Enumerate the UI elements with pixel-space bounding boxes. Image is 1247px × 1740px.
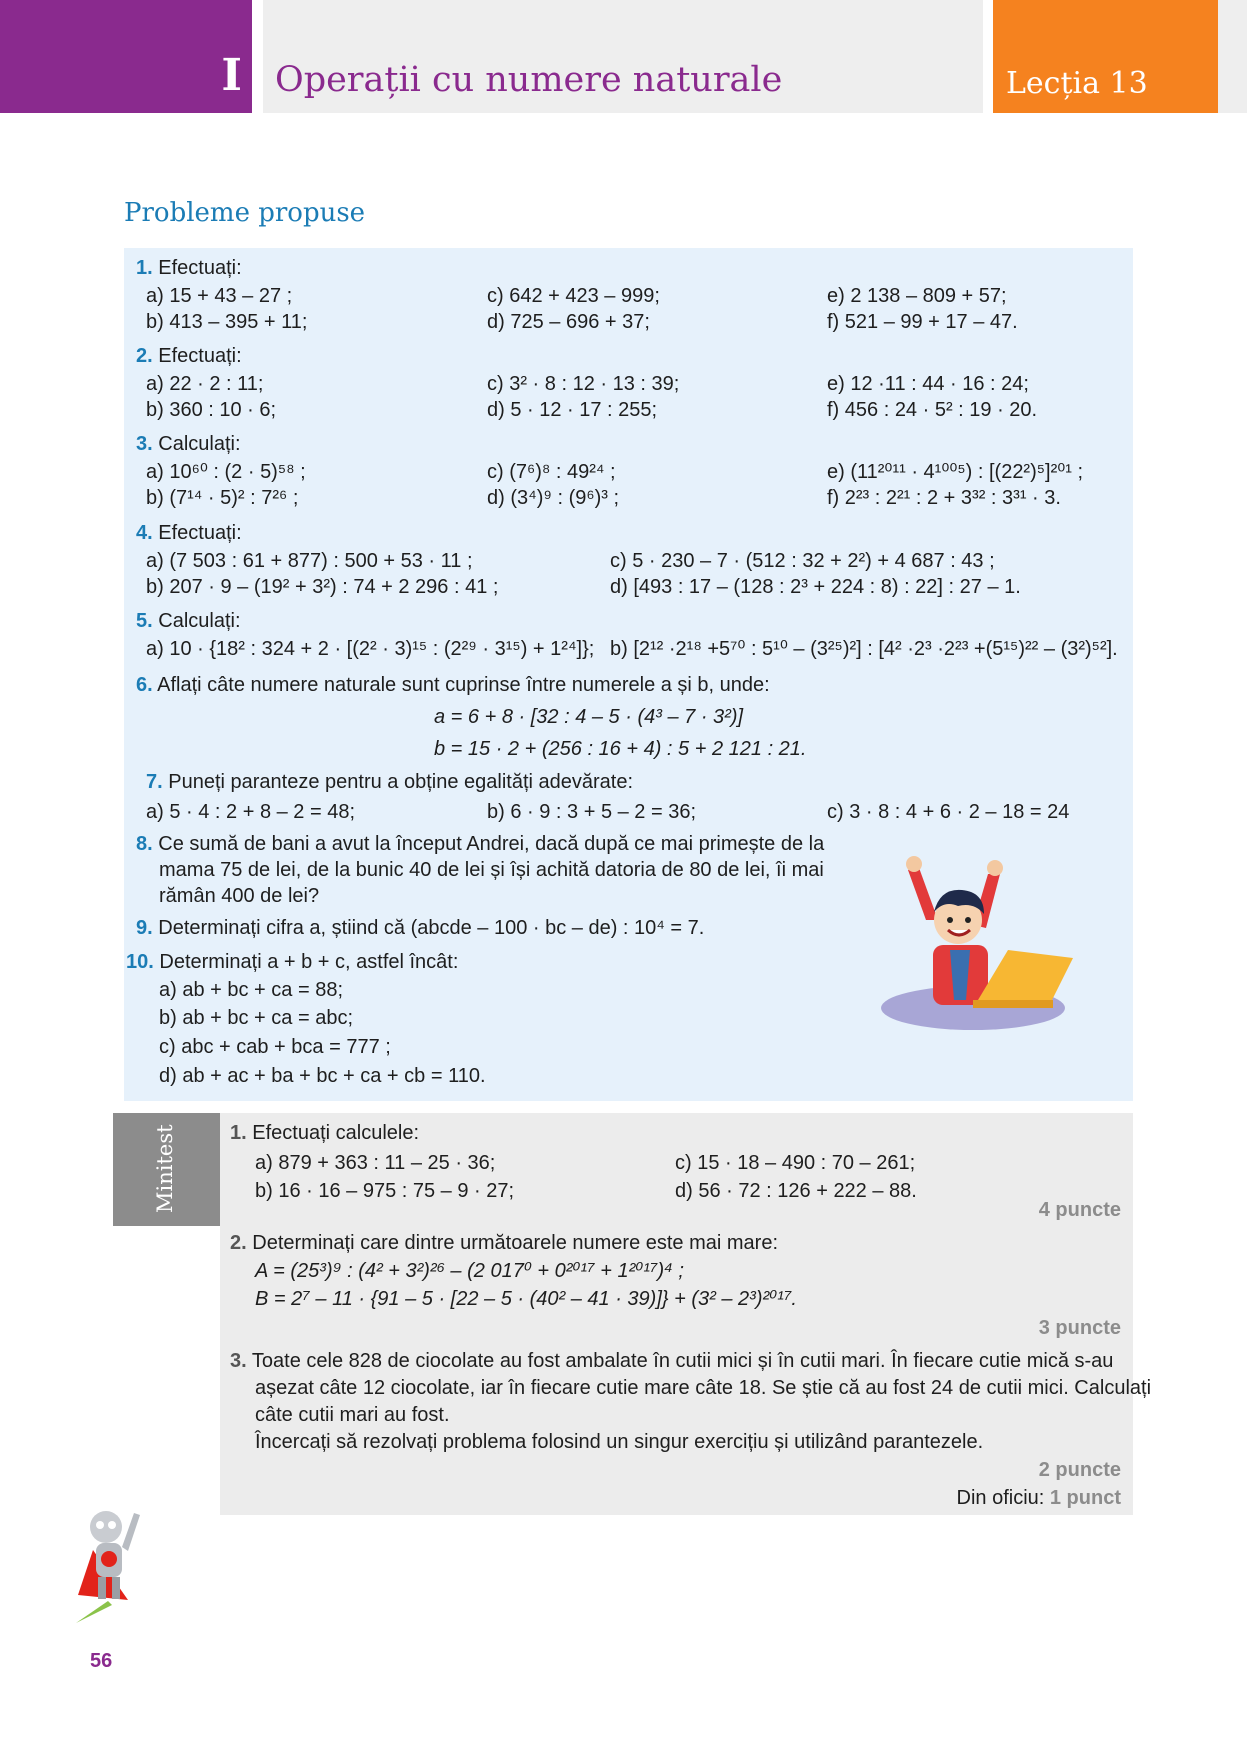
problem-number: 2.: [136, 345, 153, 367]
problem-prompt: Efectuați:: [158, 345, 242, 367]
problem-10-header: [126, 950, 458, 974]
question-item: a) 879 + 363 : 11 – 25 · 36;: [255, 1152, 496, 1174]
page-number: 56: [90, 1650, 113, 1672]
problem-number: 4.: [136, 522, 153, 544]
problem-2-header: [136, 344, 242, 368]
problem-number: 8.: [136, 833, 153, 855]
problem-item: b) 6 · 9 : 3 + 5 – 2 = 36;: [487, 801, 697, 823]
problem-item: c) 642 + 423 – 999;: [487, 285, 660, 307]
question-prompt: Efectuați calculele:: [252, 1122, 420, 1144]
problem-item: d) 5 · 12 · 17 : 255;: [487, 399, 658, 421]
problem-text: rămân 400 de lei?: [159, 885, 320, 907]
problem-prompt: Efectuați:: [158, 522, 242, 544]
problem-number: 5.: [136, 610, 153, 632]
problem-item: f) 456 : 24 · 5² : 19 · 20.: [827, 399, 1038, 421]
problem-number: 3.: [136, 433, 153, 455]
problem-text: Ce sumă de bani a avut la început Andrei, dacă după ce mai primește de la: [158, 833, 825, 855]
question-text: Toate cele 828 de ciocolate au fost ambalate în cutii mici și în cutii mari. În fiecare cutie mică s-au: [251, 1350, 1114, 1372]
problem-item: b) 360 : 10 · 6;: [146, 399, 277, 421]
problem-1-header: [136, 256, 242, 280]
problem-item: c) 5 · 230 – 7 · (512 : 32 + 2²) + 4 687 : 43 ;: [610, 550, 995, 572]
problem-3-header: [136, 432, 241, 456]
problem-item: a) (7 503 : 61 + 877) : 500 + 53 · 11 ;: [146, 550, 473, 572]
question-item: b) 16 · 16 – 975 : 75 – 9 · 27;: [255, 1180, 515, 1202]
problem-formula: a = 6 + 8 · [32 : 4 – 5 · (4³ – 7 · 3²)]: [434, 706, 744, 728]
minitest-label-tab: [113, 1113, 220, 1226]
problem-item: f) 521 – 99 + 17 – 47.: [827, 311, 1018, 333]
problem-formula: b = 15 · 2 + (256 : 16 + 4) : 5 + 2 121 : 21.: [434, 738, 807, 760]
problem-number: 9.: [136, 917, 153, 939]
robot-mascot-illustration: [68, 1505, 153, 1625]
problem-7-header: [146, 770, 633, 794]
problem-number: 7.: [146, 771, 163, 793]
problem-number: 6.: [136, 674, 153, 696]
problem-8-line: [136, 832, 824, 856]
question-number: 1.: [230, 1122, 247, 1144]
problem-item: e) 12 ·11 : 44 · 16 : 24;: [827, 373, 1029, 395]
chapter-title: Operații cu numere naturale: [275, 60, 783, 100]
problem-prompt: Calculați:: [158, 433, 241, 455]
chapter-badge: [0, 0, 252, 113]
question-formula: B = 2⁷ – 11 · {91 – 5 · [22 – 5 · (40² – 41 · 39)]} + (3² – 2³)²⁰¹⁷.: [255, 1288, 797, 1310]
problem-item: d) ab + ac + ba + bc + ca + cb = 110.: [159, 1065, 486, 1087]
problem-prompt: Determinați a + b + c, astfel încât:: [159, 951, 459, 973]
q1-points: 4 puncte: [1038, 1199, 1121, 1221]
header-end-block: [1218, 0, 1247, 113]
oficiu-label: Din oficiu:: [956, 1487, 1045, 1509]
problem-item: a) 22 · 2 : 11;: [146, 373, 264, 395]
problem-prompt: Aflați câte numere naturale sunt cuprinse între numerele a și b, unde:: [157, 674, 770, 696]
problem-item: d) (3⁴)⁹ : (9⁶)³ ;: [487, 487, 620, 509]
problem-prompt: Efectuați:: [158, 257, 242, 279]
problem-number: 10.: [126, 951, 154, 973]
question-text: câte cutii mari au fost.: [255, 1404, 450, 1426]
question-formula: A = (25³)⁹ : (4² + 3²)²⁶ – (2 017⁰ + 0²⁰¹⁷ + 1²⁰¹⁷)⁴ ;: [255, 1260, 684, 1282]
problem-item: f) 2²³ : 2²¹ : 2 + 3³² : 3³¹ · 3.: [827, 487, 1061, 509]
problem-item: c) abc + cab + bca = 777 ;: [159, 1036, 391, 1058]
question-item: c) 15 · 18 – 490 : 70 – 261;: [675, 1152, 916, 1174]
problem-item: b) 207 · 9 – (19² + 3²) : 74 + 2 296 : 41 ;: [146, 576, 499, 598]
problem-item: c) (7⁶)⁸ : 49²⁴ ;: [487, 461, 616, 483]
problem-item: a) 5 · 4 : 2 + 8 – 2 = 48;: [146, 801, 356, 823]
minitest-q3-line: [230, 1349, 1113, 1373]
question-text: așezat câte 12 ciocolate, iar în fiecare cutie mare câte 18. Se știe că au fost 24 de cutii mici. Calculați: [255, 1377, 1152, 1399]
oficiu-points: 1 punct: [1049, 1487, 1121, 1509]
question-item: d) 56 · 72 : 126 + 222 – 88.: [675, 1180, 917, 1202]
minitest-panel: [220, 1113, 1152, 1515]
problem-item: c) 3² · 8 : 12 · 13 : 39;: [487, 373, 680, 395]
problem-item: c) 3 · 8 : 4 + 6 · 2 – 18 = 24: [827, 801, 1070, 823]
problem-5-header: [136, 609, 241, 633]
problem-item: a) ab + bc + ca = 88;: [159, 979, 344, 1001]
minitest-q2-header: [230, 1231, 778, 1255]
problem-4-header: [136, 521, 242, 545]
problem-item: a) 10⁶⁰ : (2 · 5)⁵⁸ ;: [146, 461, 306, 483]
question-number: 3.: [230, 1350, 247, 1372]
problem-text: Determinați cifra a, știind că (abcde – 100 · bc – de) : 10⁴ = 7.: [158, 917, 705, 939]
problem-prompt: Puneți paranteze pentru a obține egalități adevărate:: [168, 771, 634, 793]
lesson-badge: [993, 0, 1218, 113]
chapter-title-bar: [263, 0, 983, 113]
q2-points: 3 puncte: [1038, 1317, 1121, 1339]
problem-item: e) (11²⁰¹¹ · 4¹⁰⁰⁵) : [(22²)⁵]²⁰¹ ;: [827, 461, 1084, 483]
chapter-number: I: [221, 50, 242, 101]
q3-points: 2 puncte: [1038, 1459, 1121, 1481]
section-title: Probleme propuse: [124, 198, 366, 228]
problem-item: d) [493 : 17 – (128 : 2³ + 224 : 8) : 22] : 27 – 1.: [610, 576, 1021, 598]
problem-item: a) 15 + 43 – 27 ;: [146, 285, 293, 307]
minitest-label: Minitest: [153, 1124, 177, 1213]
problem-item: b) ab + bc + ca = abc;: [159, 1007, 354, 1029]
problem-number: 1.: [136, 257, 153, 279]
boy-at-laptop-illustration: [878, 850, 1083, 1040]
problem-6-header: [136, 673, 770, 697]
question-prompt: Determinați care dintre următoarele numere este mai mare:: [252, 1232, 779, 1254]
lesson-label: Lecția 13: [1006, 66, 1148, 101]
question-number: 2.: [230, 1232, 247, 1254]
problem-item: a) 10 · {18² : 324 + 2 · [(2² · 3)¹⁵ : (2²⁹ · 3¹⁵) + 1²⁴]};: [146, 638, 595, 660]
problem-item: d) 725 – 696 + 37;: [487, 311, 650, 333]
minitest-q1-header: [230, 1121, 419, 1145]
question-text: Încercați să rezolvați problema folosind un singur exercițiu și utilizând parantezele.: [255, 1431, 984, 1453]
problem-item: b) 413 – 395 + 11;: [146, 311, 308, 333]
problem-prompt: Calculați:: [158, 610, 241, 632]
problem-item: e) 2 138 – 809 + 57;: [827, 285, 1007, 307]
problem-9-line: [136, 916, 704, 940]
oficiu-line: [957, 1487, 1122, 1510]
problem-item: b) (7¹⁴ · 5)² : 7²⁶ ;: [146, 487, 299, 509]
problem-item: b) [2¹² ·2¹⁸ +5⁷⁰ : 5¹⁰ – (3²⁵)²] : [4² ·2³ ·2²³ +(5¹⁵)²² – (3²)⁵²].: [610, 638, 1118, 660]
problem-text: mama 75 de lei, de la bunic 40 de lei și își achită datoria de 80 de lei, îi mai: [159, 859, 824, 881]
